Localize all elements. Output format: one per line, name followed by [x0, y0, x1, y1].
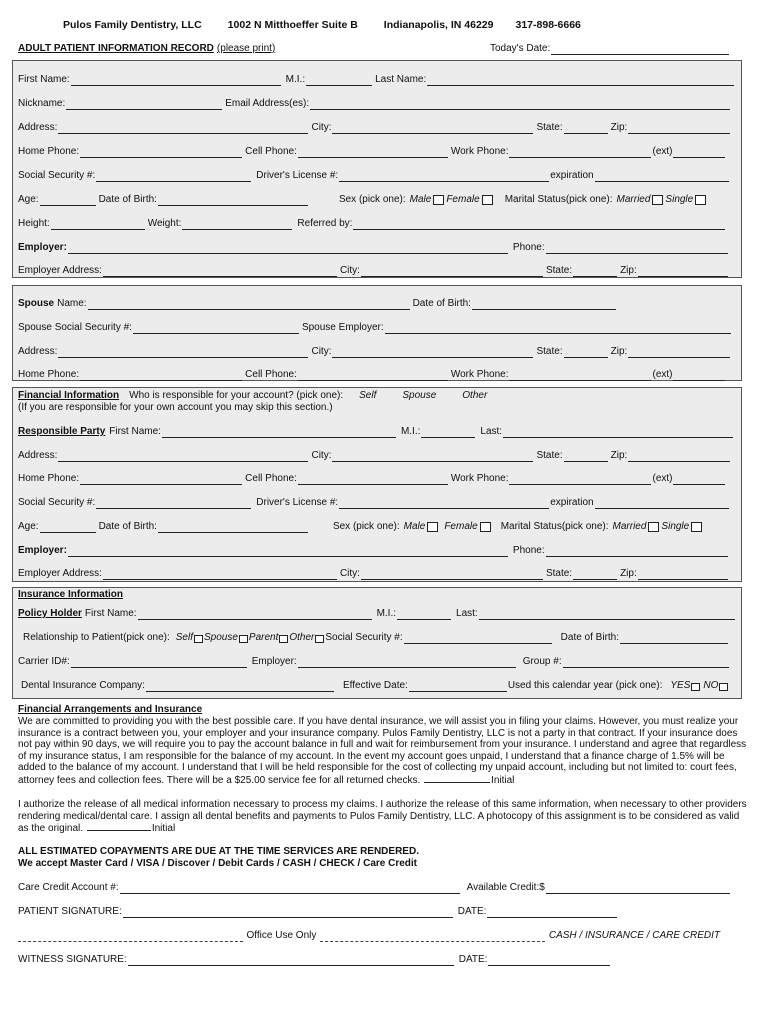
rp-married-checkbox[interactable]: [648, 522, 659, 532]
zip-field[interactable]: [628, 123, 730, 134]
height-label: Height:: [18, 218, 50, 229]
policy-holder-row: [18, 608, 736, 620]
rp-male-label: Male: [403, 521, 426, 532]
rp-employer-address-label: Employer Address:: [18, 568, 102, 579]
option-other[interactable]: Other: [462, 390, 488, 401]
available-credit-field[interactable]: [546, 883, 730, 894]
spouse-cell-phone-label: Cell Phone:: [245, 369, 297, 380]
ext-label: (ext): [652, 146, 673, 157]
accept-row: [18, 858, 417, 870]
cell-phone-label: Cell Phone:: [245, 146, 297, 157]
insurance-heading-row: [18, 589, 123, 601]
financial-header-row: [18, 390, 487, 402]
city-field[interactable]: [332, 123, 533, 134]
ph-dob-label: Date of Birth:: [560, 632, 620, 643]
rp-marital-label: Marital Status(pick one):: [500, 521, 609, 532]
policy-holder-label: Policy Holder: [18, 608, 82, 619]
ph-last-field[interactable]: [479, 609, 735, 620]
responsible-name-row: [18, 426, 734, 438]
spouse-state-label: State:: [536, 346, 563, 357]
rp-ext-label: (ext): [652, 473, 673, 484]
work-phone-label: Work Phone:: [450, 146, 509, 157]
rp-employer-address-field[interactable]: [103, 569, 337, 580]
office-use-options: CASH / INSURANCE / CARE CREDIT: [548, 930, 721, 941]
office-use-row: [18, 930, 720, 942]
insurance-info-heading: Insurance Information: [18, 589, 124, 600]
rp-sex-label: Sex (pick one):: [332, 521, 400, 532]
patient-signature-label: PATIENT SIGNATURE:: [18, 906, 122, 917]
spouse-address-label: Address:: [18, 346, 58, 357]
male-label: Male: [409, 194, 432, 205]
rp-last-label: Last:: [480, 426, 503, 437]
initial-label-2: Initial: [151, 823, 176, 835]
arrangements-heading-row: [18, 704, 202, 716]
mi-field[interactable]: [306, 75, 372, 86]
spouse-name-row: [18, 298, 617, 310]
marital-label: Marital Status(pick one):: [504, 194, 613, 205]
rp-work-phone-field[interactable]: [509, 474, 651, 485]
initial-label-1: Initial: [491, 774, 515, 786]
rel-spouse-label: Spouse: [203, 632, 238, 643]
ext-field[interactable]: [673, 147, 725, 158]
zip-label: Zip:: [610, 122, 628, 133]
email-label: Email Address(es):: [225, 98, 310, 109]
married-checkbox[interactable]: [652, 195, 663, 205]
rp-employer-city-field[interactable]: [361, 569, 543, 580]
rp-single-checkbox[interactable]: [691, 522, 702, 532]
ph-last-label: Last:: [456, 608, 478, 619]
copay-notice: ALL ESTIMATED COPAYMENTS ARE DUE AT THE TIME SERVICES ARE RENDERED.: [18, 846, 419, 857]
rp-expiration-label: expiration: [550, 497, 594, 508]
spouse-ssn-field[interactable]: [133, 323, 299, 334]
employer-address-label: Employer Address:: [18, 265, 102, 276]
spouse-ext-label: (ext): [652, 369, 673, 380]
nickname-row: [18, 98, 731, 110]
address-field[interactable]: [58, 123, 308, 134]
spouse-zip-field[interactable]: [628, 347, 730, 358]
spouse-work-phone-field[interactable]: [509, 370, 651, 381]
no-checkbox[interactable]: [719, 683, 728, 691]
rel-parent-label: Parent: [248, 632, 279, 643]
spouse-cell-phone-field[interactable]: [298, 370, 448, 381]
rp-zip-field[interactable]: [628, 451, 730, 462]
ssn-field[interactable]: [96, 171, 251, 182]
witness-signature-row: [18, 954, 611, 966]
state-label: State:: [536, 122, 563, 133]
patient-date-label: DATE:: [457, 906, 487, 917]
employer-phone-field[interactable]: [546, 243, 728, 254]
rp-address-label: Address:: [18, 450, 58, 461]
rp-city-field[interactable]: [332, 451, 533, 462]
address-label: Address:: [18, 122, 58, 133]
rp-married-label: Married: [612, 521, 647, 532]
rp-address-field[interactable]: [58, 451, 308, 462]
ssn-label: Social Security #:: [18, 170, 96, 181]
employer-zip-field[interactable]: [638, 266, 728, 277]
option-self[interactable]: Self: [359, 390, 377, 401]
female-checkbox[interactable]: [482, 195, 493, 205]
rp-zip-label: Zip:: [610, 450, 628, 461]
employer-phone-label: Phone:: [512, 242, 545, 253]
home-phone-field[interactable]: [80, 147, 242, 158]
rp-dob-field[interactable]: [158, 522, 308, 533]
dental-company-field[interactable]: [146, 681, 334, 692]
age-row: [18, 194, 708, 206]
employer-address-field[interactable]: [103, 266, 337, 277]
rp-age-field[interactable]: [40, 522, 96, 533]
first-name-field[interactable]: [71, 75, 281, 86]
state-field[interactable]: [564, 123, 608, 134]
financial-question: Who is responsible for your account? (pick one):: [129, 390, 344, 401]
spouse-home-phone-field[interactable]: [80, 370, 242, 381]
form-title-row: [18, 43, 275, 55]
financial-note: (If you are responsible for your own account you may skip this section.): [18, 402, 333, 413]
rp-single-label: Single: [661, 521, 690, 532]
rp-first-name-field[interactable]: [162, 427, 396, 438]
email-field[interactable]: [310, 99, 730, 110]
carrier-id-field[interactable]: [71, 657, 247, 668]
company-name: Pulos Family Dentistry, LLC: [63, 19, 202, 31]
initial-field-1[interactable]: [424, 774, 490, 783]
last-name-label: Last Name:: [375, 74, 427, 85]
company-address: 1002 N Mitthoeffer Suite B: [227, 19, 358, 31]
rp-address-row: [18, 450, 731, 462]
spouse-dob-label: Date of Birth:: [412, 298, 471, 309]
rp-ssn-row: [18, 497, 730, 509]
form-title: ADULT PATIENT INFORMATION RECORD: [18, 43, 214, 54]
rel-other-label: Other: [289, 632, 315, 643]
expiration-label: expiration: [550, 170, 594, 181]
spouse-employer-label: Spouse Employer:: [301, 322, 384, 333]
dob-label: Date of Birth:: [98, 194, 157, 205]
weight-field[interactable]: [182, 219, 292, 230]
rel-self-label: Self: [175, 632, 193, 643]
effective-date-label: Effective Date:: [342, 680, 408, 691]
relationship-label: Relationship to Patient(pick one):: [23, 632, 170, 643]
rp-phone-row: [18, 473, 726, 485]
payment-methods: We accept Master Card / VISA / Discover / Debit Cards / CASH / CHECK / Care Credit: [18, 858, 418, 869]
rp-city-label: City:: [311, 450, 332, 461]
used-this-year-label: Used this calendar year (pick one):: [507, 680, 663, 691]
witness-signature-label: WITNESS SIGNATURE:: [18, 954, 127, 965]
rp-last-field[interactable]: [503, 427, 733, 438]
work-phone-field[interactable]: [509, 147, 651, 158]
last-name-field[interactable]: [427, 75, 734, 86]
rp-dob-label: Date of Birth:: [98, 521, 157, 532]
spouse-city-label: City:: [311, 346, 332, 357]
rp-ssn-label: Social Security #:: [18, 497, 96, 508]
rp-home-phone-field[interactable]: [80, 474, 242, 485]
married-label: Married: [616, 194, 651, 205]
single-checkbox[interactable]: [695, 195, 706, 205]
available-credit-label: Available Credit:$: [466, 882, 545, 893]
dental-company-label: Dental Insurance Company:: [21, 680, 145, 691]
group-label: Group #:: [522, 656, 562, 667]
address-row: [18, 122, 731, 134]
rp-cell-phone-label: Cell Phone:: [245, 473, 297, 484]
no-label: NO: [703, 680, 719, 691]
drivers-license-field[interactable]: [339, 171, 549, 182]
rp-employer-row: [18, 545, 729, 557]
rp-employer-zip-label: Zip:: [620, 568, 637, 579]
rp-first-name-label: First Name:: [109, 426, 161, 437]
rp-age-row: [18, 521, 704, 533]
todays-date-row: [490, 43, 730, 55]
rp-employer-state-field[interactable]: [573, 569, 617, 580]
sex-label: Sex (pick one):: [338, 194, 406, 205]
office-use-label: Office Use Only: [246, 930, 317, 941]
rp-age-label: Age:: [18, 521, 39, 532]
employer-field[interactable]: [68, 243, 508, 254]
rp-ssn-field[interactable]: [96, 498, 251, 509]
office-use-divider-left: [18, 936, 243, 942]
rp-employer-label: Employer:: [18, 545, 67, 556]
age-label: Age:: [18, 194, 39, 205]
employer-label: Employer:: [18, 242, 67, 253]
patient-date-field[interactable]: [487, 907, 617, 918]
rp-state-label: State:: [536, 450, 563, 461]
rp-drivers-license-label: Driver's License #:: [256, 497, 339, 508]
copay-row: [18, 846, 419, 858]
financial-note-row: [18, 402, 333, 414]
rp-employer-city-label: City:: [339, 568, 360, 579]
company-phone: 317-898-6666: [515, 19, 581, 31]
company-city: Indianapolis, IN 46229: [383, 19, 494, 31]
ph-ssn-field[interactable]: [404, 633, 552, 644]
rp-employer-field[interactable]: [68, 546, 508, 557]
rp-male-checkbox[interactable]: [427, 522, 438, 532]
employer-state-field[interactable]: [573, 266, 617, 277]
responsible-party-label: Responsible Party: [18, 426, 106, 437]
mi-label: M.I.:: [285, 74, 306, 85]
todays-date-field[interactable]: [551, 44, 729, 55]
spouse-work-phone-label: Work Phone:: [450, 369, 509, 380]
employer-city-field[interactable]: [361, 266, 543, 277]
ssn-row: [18, 170, 730, 182]
carrier-id-label: Carrier ID#:: [18, 656, 70, 667]
group-field[interactable]: [563, 657, 729, 668]
todays-date-label: Today's Date:: [490, 43, 551, 54]
care-credit-row: [18, 882, 731, 894]
spouse-city-field[interactable]: [332, 347, 533, 358]
ph-first-name-label: First Name:: [84, 608, 137, 619]
witness-date-label: DATE:: [458, 954, 488, 965]
spouse-phone-row: [18, 369, 726, 381]
expiration-field[interactable]: [595, 171, 729, 182]
arrangements-paragraph: [18, 716, 752, 787]
ph-ssn-label: Social Security #:: [325, 632, 403, 643]
first-name-label: First Name:: [18, 74, 70, 85]
height-row: [18, 218, 726, 230]
rel-parent-checkbox[interactable]: [279, 635, 288, 643]
financial-info-heading: Financial Information: [18, 390, 120, 401]
rp-drivers-license-field[interactable]: [339, 498, 549, 509]
age-field[interactable]: [40, 195, 96, 206]
patient-signature-row: [18, 906, 618, 918]
arrangements-heading: Financial Arrangements and Insurance: [18, 704, 203, 715]
care-credit-field[interactable]: [120, 883, 460, 894]
employer-state-label: State:: [545, 265, 573, 276]
ph-dob-field[interactable]: [620, 633, 728, 644]
spouse-ext-field[interactable]: [673, 370, 725, 381]
yes-checkbox[interactable]: [691, 683, 700, 691]
rel-self-checkbox[interactable]: [194, 635, 203, 643]
patient-signature-field[interactable]: [123, 907, 453, 918]
relationship-row: [23, 632, 729, 644]
care-credit-label: Care Credit Account #:: [18, 882, 119, 893]
carrier-row: [18, 656, 730, 668]
form-title-note: (please print): [216, 43, 276, 54]
witness-signature-field[interactable]: [128, 955, 454, 966]
weight-label: Weight:: [147, 218, 182, 229]
rp-mi-field[interactable]: [421, 427, 475, 438]
rp-home-phone-label: Home Phone:: [18, 473, 80, 484]
letterhead: [63, 19, 581, 31]
female-label: Female: [446, 194, 480, 205]
single-label: Single: [665, 194, 694, 205]
spouse-name-label: Name:: [57, 298, 87, 309]
arrangements-text: We are committed to providing you with the best possible care. If you have dental insurance, we will assist you in filing your claims. However, you must realize your insurance is a contract between you, your employer and your insurance company. Pulos Family Dentistry, LLC is not a party in that contract. If your insurance does not pay within 90 days, we will require you to pay the account balance in full and wait for reimbursement from your insurance. I understand and agree that regardless of my insurance status, I am responsible for the balance of my account. In the event my account goes unpaid, I understand that a finance charge of 1.5% will be added to the balance of my account. I understand that I will be held responsible for the cost of collecting my unpaid account, including but not limited to: court fees, attorney fees and collection fees. There will be a $25.00 service fee for all returned checks.: [18, 716, 747, 786]
rp-female-label: Female: [444, 521, 478, 532]
rel-spouse-checkbox[interactable]: [239, 635, 248, 643]
employer-city-label: City:: [339, 265, 360, 276]
yes-label: YES: [670, 680, 691, 691]
rp-work-phone-label: Work Phone:: [450, 473, 509, 484]
rp-employer-phone-label: Phone:: [512, 545, 545, 556]
spouse-employer-field[interactable]: [385, 323, 731, 334]
referred-by-field[interactable]: [353, 219, 725, 230]
nickname-field[interactable]: [66, 99, 222, 110]
patient-name-row: [18, 74, 735, 86]
spouse-home-phone-label: Home Phone:: [18, 369, 80, 380]
rp-employer-address-row: [18, 568, 729, 580]
ph-first-name-field[interactable]: [138, 609, 372, 620]
rp-state-field[interactable]: [564, 451, 608, 462]
rp-employer-zip-field[interactable]: [638, 569, 728, 580]
height-field[interactable]: [51, 219, 145, 230]
witness-date-field[interactable]: [488, 955, 610, 966]
dental-company-row: [21, 680, 729, 692]
spouse-address-row: [18, 346, 731, 358]
rel-other-checkbox[interactable]: [315, 635, 324, 643]
nickname-label: Nickname:: [18, 98, 66, 109]
ph-mi-label: M.I.:: [376, 608, 397, 619]
ph-employer-label: Employer:: [251, 656, 297, 667]
initial-field-2[interactable]: [87, 822, 151, 831]
spouse-ssn-label: Spouse Social Security #:: [18, 322, 132, 333]
spouse-label: Spouse: [18, 298, 55, 309]
spouse-address-field[interactable]: [58, 347, 308, 358]
employer-row: [18, 242, 729, 254]
rp-employer-phone-field[interactable]: [546, 546, 728, 557]
rp-employer-state-label: State:: [545, 568, 573, 579]
referred-by-label: Referred by:: [297, 218, 353, 229]
phone-row: [18, 146, 726, 158]
employer-address-row: [18, 265, 729, 277]
male-checkbox[interactable]: [433, 195, 444, 205]
employer-zip-label: Zip:: [620, 265, 637, 276]
rp-female-checkbox[interactable]: [480, 522, 491, 532]
spouse-name-field[interactable]: [88, 299, 410, 310]
office-use-divider-right: [320, 936, 545, 942]
cell-phone-field[interactable]: [298, 147, 448, 158]
rp-cell-phone-field[interactable]: [298, 474, 448, 485]
home-phone-label: Home Phone:: [18, 146, 80, 157]
dob-field[interactable]: [158, 195, 308, 206]
spouse-state-field[interactable]: [564, 347, 608, 358]
authorization-paragraph: [18, 799, 752, 835]
option-spouse[interactable]: Spouse: [402, 390, 437, 401]
ph-mi-field[interactable]: [397, 609, 451, 620]
ph-employer-field[interactable]: [298, 657, 516, 668]
drivers-license-label: Driver's License #:: [256, 170, 339, 181]
effective-date-field[interactable]: [409, 681, 507, 692]
rp-mi-label: M.I.:: [400, 426, 421, 437]
spouse-zip-label: Zip:: [610, 346, 628, 357]
rp-expiration-field[interactable]: [595, 498, 729, 509]
authorization-text: I authorize the release of all medical information necessary to process my claims. I authorize the release of this same information, when necessary to other providers rendering medical/dental care. I assign all dental benefits and payments to Pulos Family Dentistry, LLC. A photocopy of this assignment is to be considered as valid as the original.: [18, 799, 747, 835]
spouse-dob-field[interactable]: [472, 299, 616, 310]
city-label: City:: [311, 122, 332, 133]
spouse-ssn-row: [18, 322, 732, 334]
rp-ext-field[interactable]: [673, 474, 725, 485]
